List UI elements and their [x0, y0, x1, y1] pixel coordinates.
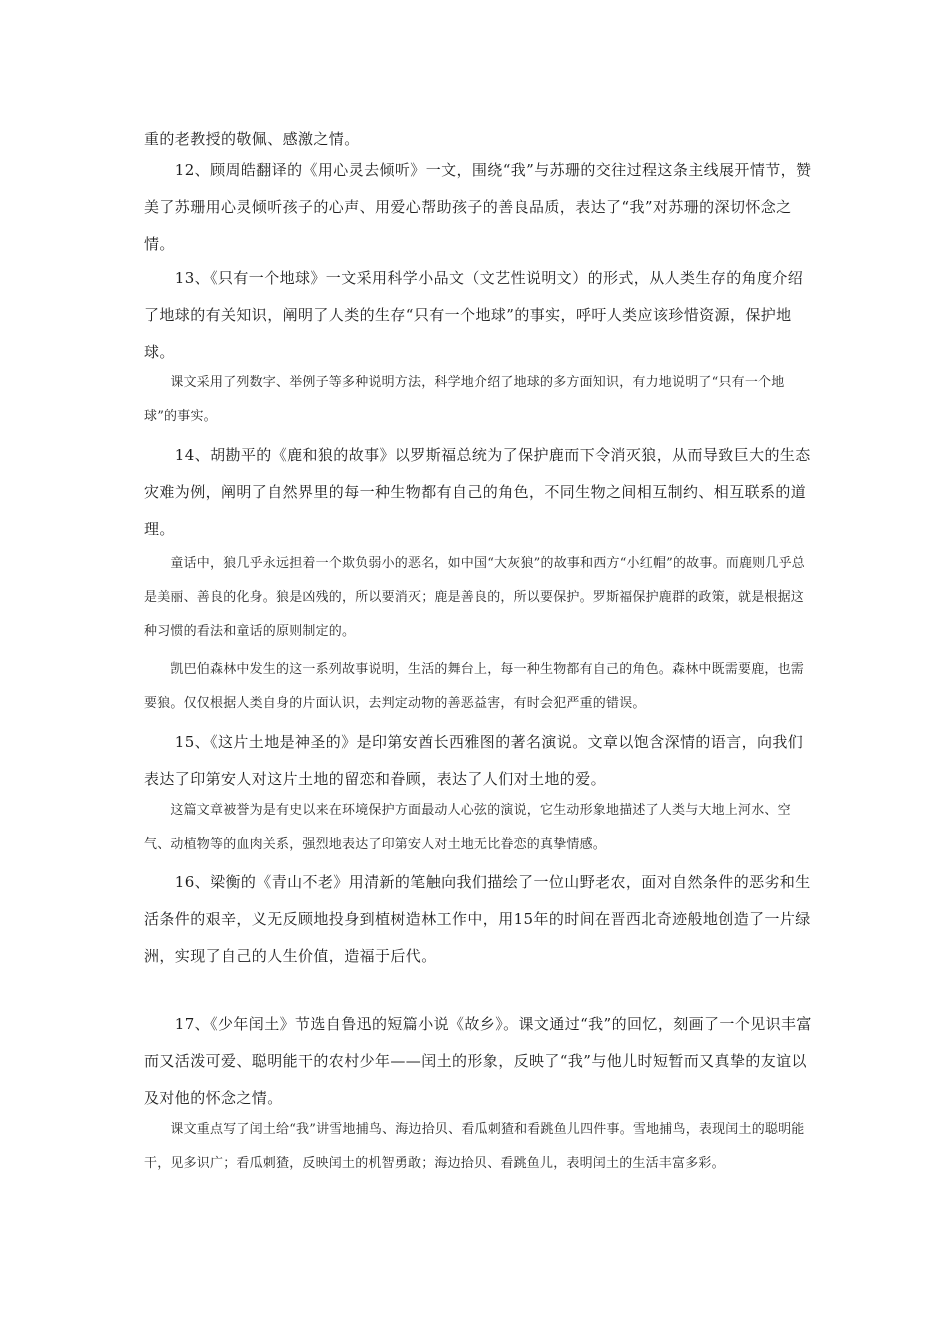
- paragraph-note-14a: 童话中，狼几乎永远担着一个欺负弱小的恶名，如中国“大灰狼”的故事和西方“小红帽”的故事。而鹿则几乎总是美丽、善良的化身。狼是凶残的，所以要消灭；鹿是善良的，所以要保护。罗斯福保护鹿群的政策，就是根据这种习惯的看法和童话的原则制定的。: [144, 556, 805, 639]
- paragraph-item-15: 15、《这片土地是神圣的》是印第安酋长西雅图的著名演说。文章以饱含深情的语言，向我们表达了印第安人对这片土地的留恋和眷顾，表达了人们对土地的爱。: [144, 733, 804, 788]
- paragraph-note-15: 这篇文章被誉为是有史以来在环境保护方面最动人心弦的演说，它生动形象地描述了人类与大地上河水、空气、动植物等的血肉关系，强烈地表达了印第安人对土地无比眷恋的真挚情感。: [144, 803, 791, 852]
- paragraph-note-17: 课文重点写了闰土给“我”讲雪地捕鸟、海边拾贝、看瓜刺猹和看跳鱼儿四件事。雪地捕鸟，表现闰土的聪明能干，见多识广；看瓜刺猹，反映闰土的机智勇敢；海边拾贝、看跳鱼儿，表明闰土的生活丰富多彩。: [144, 1122, 805, 1171]
- paragraph-item-12: 12、顾周皓翻译的《用心灵去倾听》一文，围绕“我”与苏珊的交往过程这条主线展开情节，赞美了苏珊用心灵倾听孩子的心声、用爱心帮助孩子的善良品质，表达了“我”对苏珊的深切怀念之情。: [144, 161, 812, 253]
- paragraph-note-13: 课文采用了列数字、举例子等多种说明方法，科学地介绍了地球的多方面知识，有力地说明了“只有一个地球”的事实。: [144, 375, 785, 424]
- paragraph-note-14b: 凯巴伯森林中发生的这一系列故事说明，生活的舞台上，每一种生物都有自己的角色。森林中既需要鹿，也需要狼。仅仅根据人类自身的片面认识，去判定动物的善恶益害，有时会犯严重的错误。: [144, 662, 805, 711]
- paragraph-item-14: 14、胡勘平的《鹿和狼的故事》以罗斯福总统为了保护鹿而下令消灭狼，从而导致巨大的生态灾难为例，阐明了自然界里的每一种生物都有自己的角色，不同生物之间相互制约、相互联系的道理。: [144, 446, 811, 538]
- paragraph-continuation: 重的老教授的敬佩、感激之情。: [144, 130, 360, 148]
- paragraph-item-13: 13、《只有一个地球》一文采用科学小品文（文艺性说明文）的形式，从人类生存的角度介绍了地球的有关知识，阐明了人类的生存“只有一个地球”的事实，呼吁人类应该珍惜资源，保护地球。: [144, 269, 804, 361]
- paragraph-item-16: 16、梁衡的《青山不老》用清新的笔触向我们描绘了一位山野老农，面对自然条件的恶劣和生活条件的艰辛，义无反顾地投身到植树造林工作中，用15年的时间在晋西北奇迹般地创造了一片绿洲，实现了自己的人生价值，造福于后代。: [144, 873, 811, 965]
- paragraph-item-17: 17、《少年闰土》节选自鲁迅的短篇小说《故乡》。课文通过“我”的回忆，刻画了一个见识丰富而又活泼可爱、聪明能干的农村少年——闰土的形象，反映了“我”与他儿时短暂而又真挚的友谊以及对他的怀念之情。: [144, 1015, 812, 1107]
